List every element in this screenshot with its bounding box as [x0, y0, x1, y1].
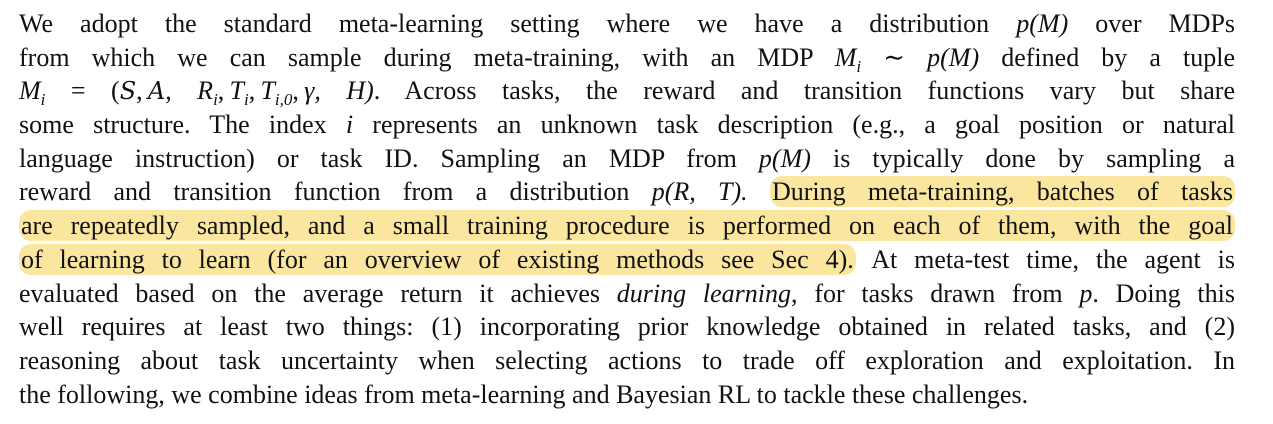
text-line-1: We adopt the standard meta-learning setting where we have a distribution p(M) over MDPs — [19, 9, 1236, 38]
text-line-7 — [19, 209, 1235, 243]
text-line-6: reward and transition function from a distribution p(R, T). During meta-training, batches of tasks — [19, 177, 1234, 207]
text-line-12: the following, we combine ideas from meta-learning and Bayesian RL to tackle these challenges. — [19, 379, 1029, 409]
text-line-2: from which we can sample during meta-training, with an MDP $M_i$ ∼ p(M) defined by a tuple — [19, 42, 1236, 76]
highlight-span: of learning to learn (for an overview of existing methods see Sec 4). — [21, 244, 854, 274]
text-line-9: evaluated based on the average return it achieves during learning, for tasks drawn from p. Doing this — [19, 278, 1235, 308]
highlight-span: are repeatedly sampled, and a small training procedure is performed on each of them, with the goal — [21, 211, 1233, 241]
text-line-5: language instruction) or task ID. Sampling an MDP from p(M) is typically done by sampling a — [19, 143, 1236, 173]
text-line-4: some structure. The index i represents an unknown task description (e.g., a goal position or natural — [19, 110, 1236, 140]
text-line-11: reasoning about task uncertainty when selecting actions to trade off exploration and exploitation. In — [19, 345, 1235, 375]
text-line-8: of learning to learn (for an overview of existing methods see Sec 4). At meta-test time, the agent is — [21, 244, 1235, 274]
text-line-10: well requires at least two things: (1) incorporating prior knowledge obtained in related tasks, and (2) — [19, 312, 1235, 342]
paragraph — [19, 7, 1235, 411]
highlight-span: During meta-training, batches of tasks — [771, 177, 1234, 207]
text-line-3: $M_i = (S$, A, $R_i$, $T_i$, $T_{i,0}$, γ, H). Across tasks, the reward and transition functions vary but share — [19, 76, 1235, 110]
